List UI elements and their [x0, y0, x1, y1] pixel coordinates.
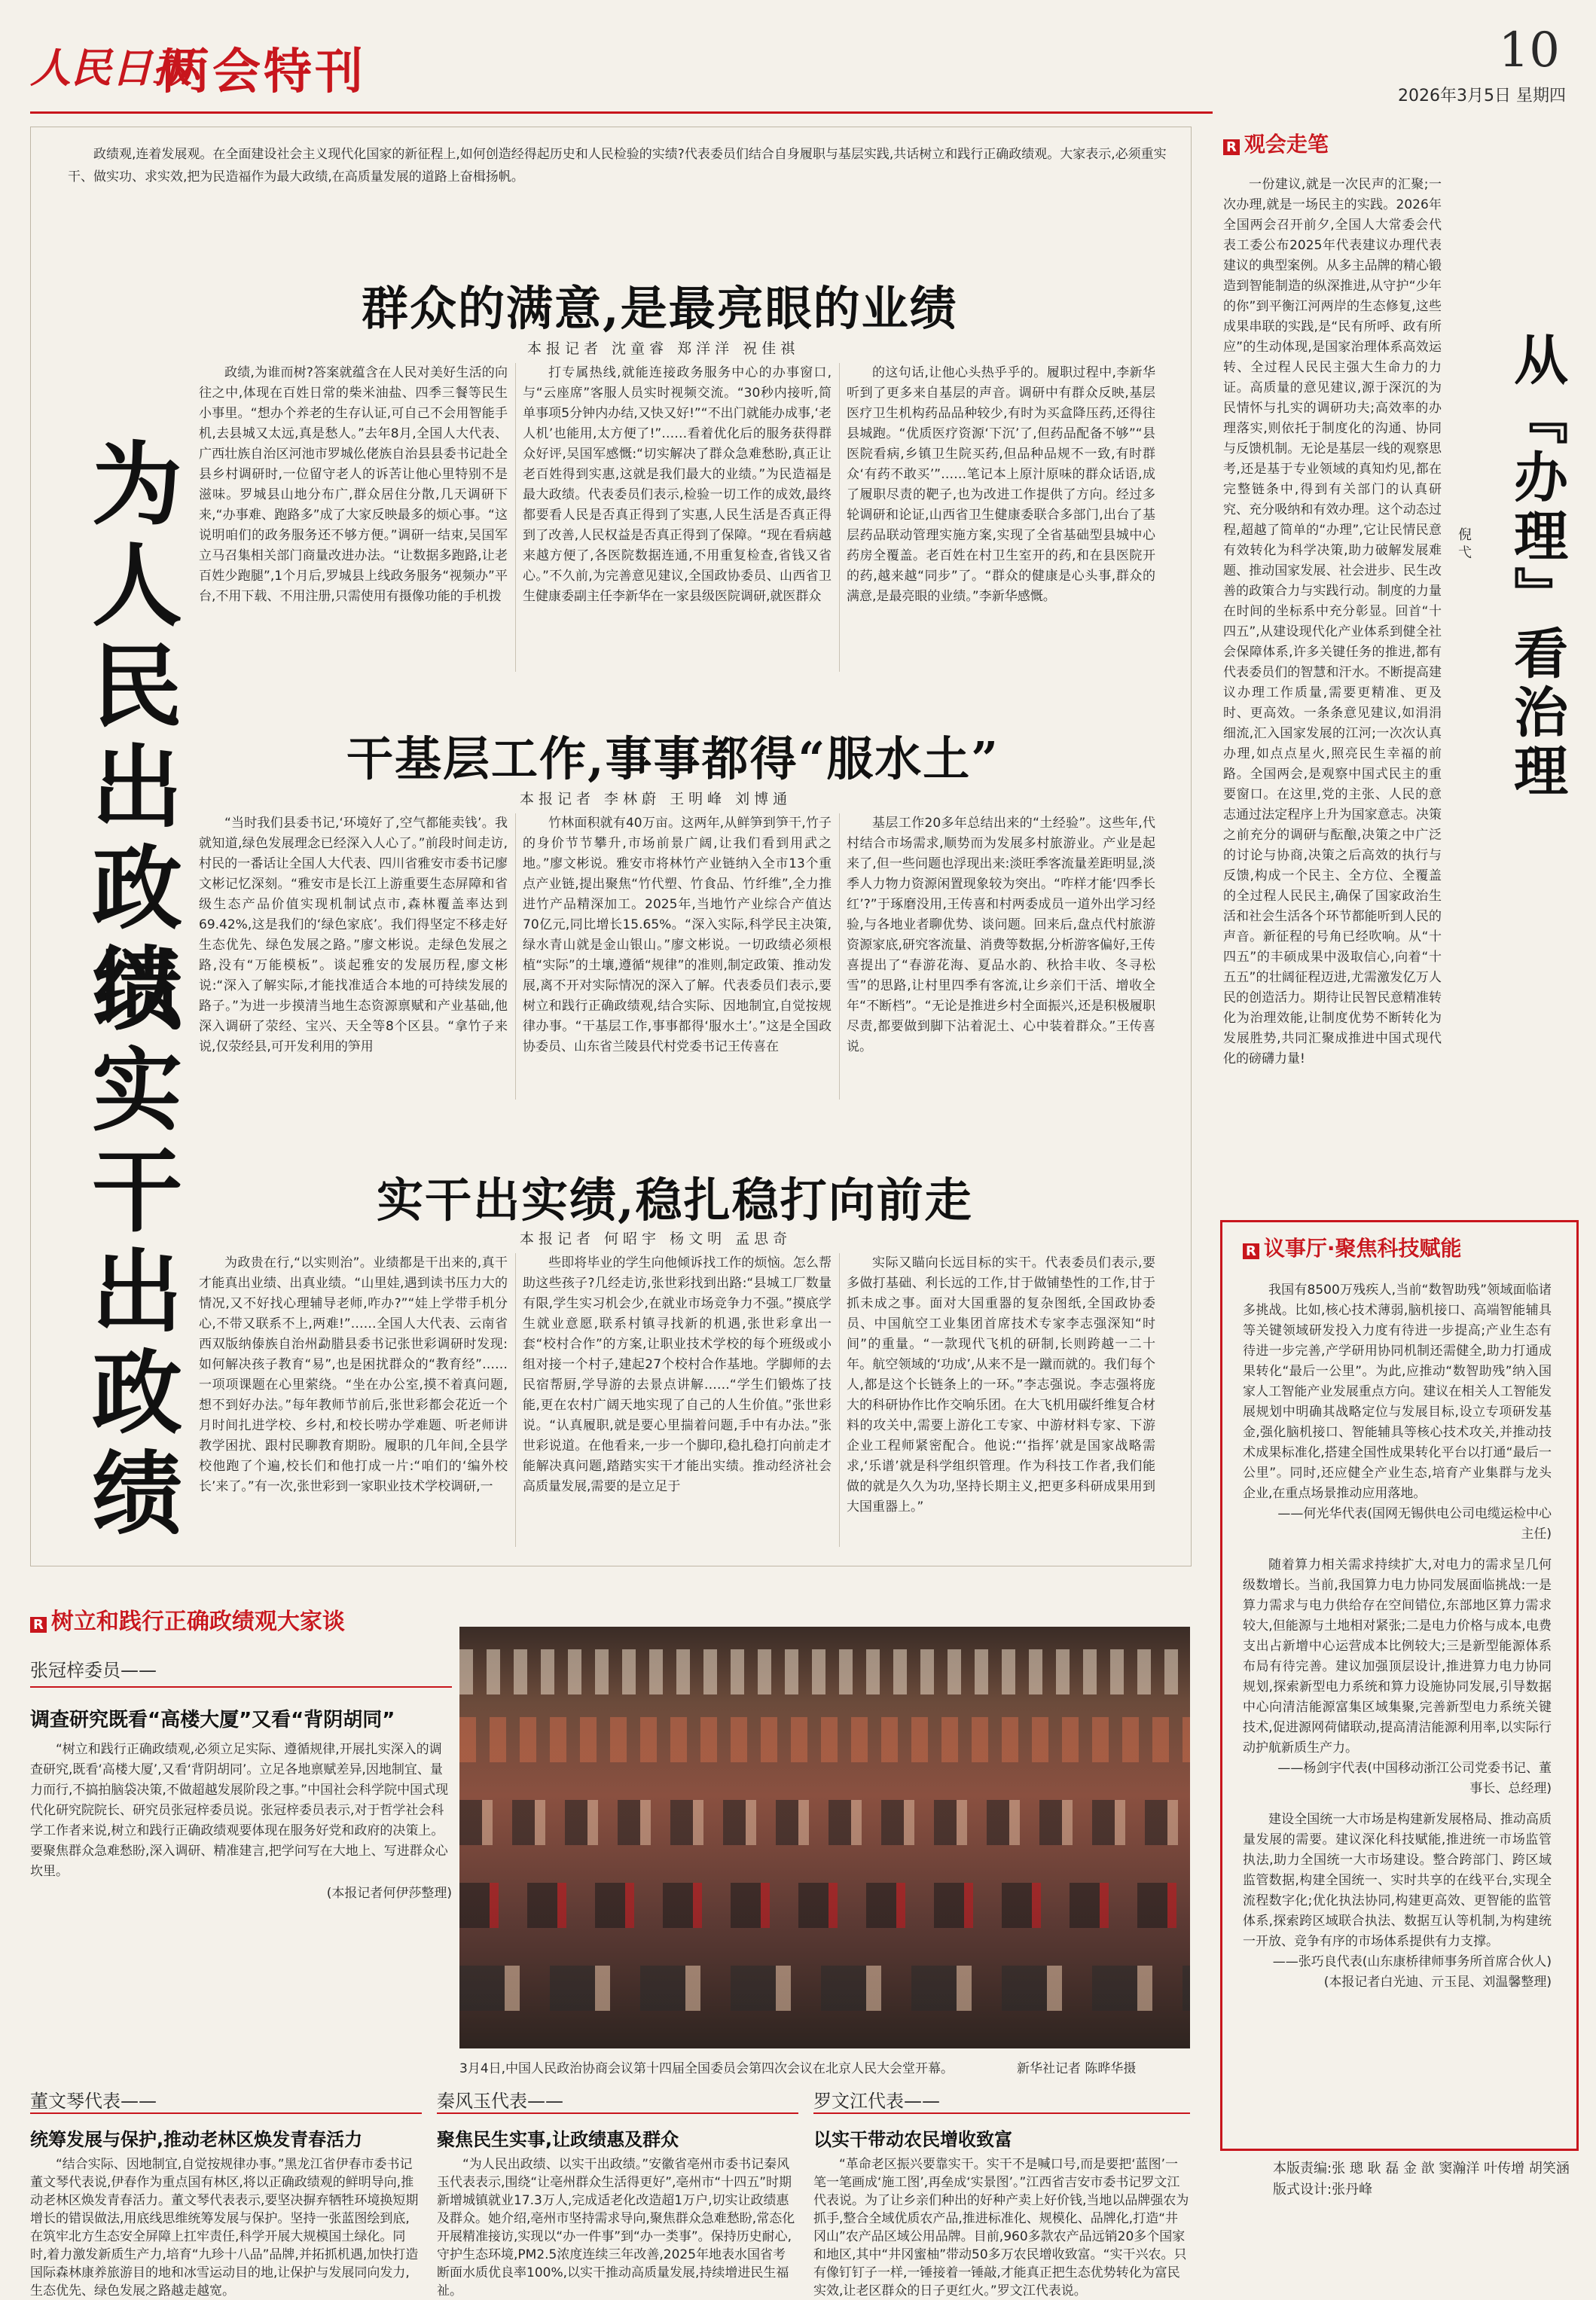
section-3-title: 实干出实绩,稳扎稳打向前走	[377, 1173, 973, 1228]
discussion-paragraph: 随着算力相关需求持续扩大,对电力的需求呈几何级数增长。当前,我国算力电力协同发展面临挑战:一是算力需求与电力供给存在空间错位,东部地区算力需求较大,但能源与土地相对紧张;二是电力价格与成本,电费支出占新增中心运营成本比例较大;三是新型能源体系布局有待完善。建议加强顶层设计,推进算力电力协同规划,探索新型电力系统和算力设施协同发展,引导数据中心向清洁能源富集区域集聚,完善新型电力系统关键技术,促进源网荷储联动,提高清洁能源利用率,以实际行动护航新质生产力。	[1243, 1557, 1552, 1756]
forum-credit: (本报记者何伊莎整理)	[326, 1886, 452, 1901]
column-text: “当时我们县委书记,‘环境好了,空气都能卖钱’。我就知道,绿色发展理念已经深入人心了。”前段时间走访,村民的一番话让全国人大代表、四川省雅安市委书记廖文彬记忆深刻。“雅安市是长江上游重要生态屏障和省级生态产品价值实现机制试点市,森林覆盖率达到69.42%,这是我们的‘绿色家底’。我们得坚定不移走好生态优先、绿色发展之路。”廖文彬说。走绿色发展之路,没有“万能模板”。谈起雅安的发展历程,廖文彬说:“深入了解实际,才能找准适合本地的可持续发展的路子。”为进一步摸清当地生态资源禀赋和产业基础,他深入调研了荥经、宝兴、天全等8个区县。“拿竹子来说,仅荥经县,可开发利用的笋用	[199, 816, 508, 1054]
forum-text: “为人民出政绩、以实干出政绩。”安徽省亳州市委书记秦风玉代表表示,围绕“让亳州群众生活得更好”,亳州市“十四五”时期新增城镇就业17.3万人,完成适老化改造超1万户,切实让政绩惠及群众。她介绍,亳州市坚持需求导向,聚焦群众急难愁盼,常态化开展精准接访,实现以“办一件事”到“办一类事”。保持历史耐心,守护生态环境,PM2.5浓度连续三年改善,2025年地表水国省考断面水质优良率100%,以实干推动高质量发展,持续增进民生福祉。	[437, 2157, 795, 2298]
newspaper-logo: 人民日报	[30, 44, 193, 92]
column-text: 些即将毕业的学生向他倾诉找工作的烦恼。怎么帮助这些孩子?几经走访,张世彩找到出路:“县城工厂数量有限,学生实习机会少,在就业市场竞争力不强。”摸底学生就业意愿,联系村镇寻找新的机遇,张世彩拿出一套“校村合作”的方案,让职业技术学校的每个班级或小组对接一个村子,建起27个校村合作基地。学脚师的去民宿帮厨,学导游的去景点讲解……“学生们锻炼了技能,更在农村广阔天地实现了自己的人生价值。”张世彩说。“认真履职,就是要心里揣着问题,手中有办法。”张世彩说道。在他看来,一步一个脚印,稳扎稳打向前走才能解决真问题,踏踏实实干才能出实绩。推动经济社会高质量发展,需要的是立足于	[523, 1255, 832, 1494]
editors-credit	[1273, 2158, 1574, 2201]
section-3-column-2	[523, 1253, 832, 1554]
column-divider	[839, 363, 840, 672]
section-1-column-1	[199, 363, 508, 679]
discussion-header	[1243, 1232, 1462, 1262]
forum-text: “结合实际、因地制宜,自觉按规律办事。”黑龙江省伊春市委书记董文琴代表说,伊春作为重点国有林区,将以正确政绩观的鲜明导向,推动老林区焕发青春活力。董文琴代表表示,要坚决摒弃牺牲环境换短期增长的错误做法,用底线思维统筹发展与保护。坚持一张蓝图绘到底,在筑牢北方生态安全屏障上扛牢责任,科学开展大规模国土绿化。同时,着力激发新质生产力,培育“九珍十八品”品牌,并拓抓机遇,加快打造国际森林康养旅游目的地和冰雪运动目的地,让保护与发展同向发力,生态优先、绿色发展之路越走越宽。	[30, 2157, 419, 2298]
section-3-byline: 本报记者 何昭宇 杨文明 孟思奇	[520, 1231, 792, 1247]
page-number: 10	[1498, 23, 1560, 78]
forum-headline: 调查研究既看“高楼大厦”又看“背阴胡同”	[30, 1709, 395, 1731]
forum-text: “树立和践行正确政绩观,必须立足实际、遵循规律,开展扎实深入的调查研究,既看‘高楼大厦’,又看‘背阴胡同’。立足各地禀赋差异,因地制宜、量力而行,不搞拍脑袋决策,不做超越发展阶段之事。”中国社会科学院中国式现代化研究院院长、研究员张冠梓委员说。张冠梓委员表示,对于哲学社会科学工作者来说,树立和践行正确政绩观要体现在服务好党和政府的决策上。要聚焦群众急难愁盼,深入调研、精准建言,把学问写在大地上、写进群众心坎里。	[30, 1742, 449, 1879]
designer-name: 张丹峰	[1332, 2182, 1373, 2198]
column-text: 为政贵在行,“以实则治”。业绩都是干出来的,真干才能真出业绩、出真业绩。“山里娃,遇到读书压力大的情况,又不好找心理辅导老师,咋办?”“娃上学带手机分心,不带又联系不上,两难!”……全国人大代表、云南省西双版纳傣族自治州勐腊县委书记张世彩调研时发现:如何解决孩子教育“易”,也是困扰群众的“教育经”……一项项课题在心里萦绕。“坐在办公室,摸不着真问题,想不到好办法。”每年教师节前后,张世彩都会花近一个月时间扎进学校、乡村,和校长唠办学难题、听老师讲教学困扰、跟村民聊教育期盼。履职的几年间,全县学校他跑了个遍,校长们和他打成一片:“咱们的‘编外校长’来了。”有一次,张世彩到一家职业技术学校调研,一	[199, 1255, 508, 1494]
discussion-signature: ——杨剑宇代表(中国移动浙江公司党委书记、董事长、总经理)	[1277, 1761, 1552, 1796]
discussion-header-text: 议事厅·聚焦科技赋能	[1263, 1236, 1462, 1261]
commentary-header	[1223, 128, 1329, 158]
section-2-column-1	[199, 813, 508, 1107]
forum-headline: 以实干带动农民增收致富	[813, 2129, 1012, 2150]
headline-line2: 以实干出政绩	[77, 941, 183, 1547]
column-text: 基层工作20多年总结出来的“土经验”。这些年,代村结合市场需求,顺势而为发展多村旅游业。产业是起来了,但一些问题也浮现出来:淡旺季客流量差距明显,淡季人力物力资源闲置现象较为突出。“咋样才能‘四季长红’?”于琢磨没用,王传喜和村两委成员一道外出学习经验,与各地业者聊优势、谈问题。回来后,盘点代村旅游资源家底,研究客流量、消费等数据,分析游客偏好,王传喜提出了“春游花海、夏品水韵、秋拾丰收、冬寻松雪”的思路,让村里四季有客流,让乡亲们干活、增收全年“不断档”。“无论是推进乡村全面振兴,还是积极履职尽责,都要做到脚下沾着泥土、心中装着群众。”王传喜说。	[847, 816, 1155, 1054]
section-1-title: 群众的满意,是最亮眼的业绩	[362, 281, 958, 336]
discussion-body	[1243, 1280, 1552, 2131]
commentary-body	[1223, 175, 1442, 1191]
forum-item-4	[813, 2086, 1190, 2298]
column-divider	[839, 1253, 840, 1547]
masthead-rule	[30, 111, 1213, 114]
section-2-title: 干基层工作,事事都得“服水土”	[346, 731, 999, 786]
section-2-column-3	[847, 813, 1155, 1107]
column-text: 竹林面积就有40万亩。这两年,从鲜笋到笋干,竹子的身价节节攀升,市场前景广阔,让我们看到用武之地。”廖文彬说。雅安市将林竹产业链纳入全市13个重点产业链,提出聚焦“竹代塑、竹食品、竹纤维”,全力推进竹产品精深加工。2025年,当地竹产业综合产值达70亿元,同比增长15.65%。“深入实际,科学民主决策,绿水青山就是金山银山。”廖文彬说。一切政绩必须根植“实际”的土壤,遵循“规律”的准则,制定政策、推动发展,离不开对实际情况的深入了解。代表委员们表示,要树立和践行正确政绩观,结合实际、因地制宜,自觉按规律办事。“干基层工作,事事都得‘服水土’。”这是全国政协委员、山东省兰陵县代村党委书记王传喜在	[523, 816, 832, 1054]
forum-person: 秦风玉代表——	[437, 2086, 798, 2114]
section-2-column-2	[523, 813, 832, 1107]
special-edition-title: 两会特刊	[161, 44, 366, 100]
column-divider	[515, 813, 516, 1100]
forum-headline: 聚焦民生实事,让政绩惠及群众	[437, 2129, 679, 2150]
conference-photo	[459, 1627, 1190, 2048]
commentary-title: 从『办理』看治理	[1505, 331, 1569, 801]
design-label: 版式设计:	[1273, 2182, 1332, 2198]
discussion-signature: ——张巧良代表(山东康桥律师事务所首席合伙人)	[1272, 1954, 1552, 1969]
column-text: 的这句话,让他心头热乎乎的。履职过程中,李新华听到了更多来自基层的声音。调研中有群众反映,基层医疗卫生机构药品品种较少,有时为买盒降压药,还得往县城跑。“优质医疗资源‘下沉’了,但药品配备不够”“县医院看病,乡镇卫生院买药,但品种品规不一致,有时群众‘有药不敢买’”……笔记本上原汁原味的群众话语,成了履职尽责的靶子,也为改进工作提供了方向。经过多轮调研和论证,山西省卫生健康委联合多部门,出台了基层药品联动管理实施方案,实现了全省基础型县城中心药房全覆盖。老百姓在村卫生室开的药,和在县医院开的药,越来越“同步”了。“群众的健康是心头事,群众的满意,是最亮眼的业绩。”李新华感慨。	[847, 365, 1155, 604]
commentary-header-text: 观会走笔	[1244, 132, 1329, 157]
commentary-author: 倪 弋	[1456, 527, 1472, 559]
section-2-byline: 本报记者 李林蔚 王明峰 刘博通	[520, 791, 792, 807]
issue-date: 2026年3月5日 星期四	[1398, 87, 1566, 105]
section-1-column-3	[847, 363, 1155, 679]
forum-person: 张冠梓委员——	[30, 1655, 452, 1688]
discussion-credit: (本报记者白光迪、亓玉昆、刘温馨整理)	[1323, 1975, 1552, 1990]
commentary-text: 一份建议,就是一次民声的汇聚;一次办理,就是一场民主的实践。2026年全国两会召开前夕,全国人大常委会代表工委公布2025年代表建议办理代表建议的典型案例。从多主品牌的精心锻造到智能制造的纵深推进,从守护“少年的你”到平衡江河两岸的生态修复,这些成果串联的实践,是“民有所呼、政有所应”的生动体现,是国家治理体系高效运转、全过程人民民主强大生命力的力证。高质量的意见建议,源于深沉的为民情怀与扎实的调研功夫;高效率的办理落实,则依托于制度化的沟通、协同与反馈机制。无论是基层一线的观察思考,还是基于专业领域的真知灼见,都在完整链条中,得到有关部门的认真研究、充分吸纳和有效办理。这个动态过程,超越了简单的“办理”,它让民情民意有效转化为科学决策,助力破解发展难题、推动国家发展、社会进步、民生改善的政策合力与实践行动。制度的力量在时间的坐标系中充分彰显。回首“十四五”,从建设现代化产业体系到健全社会保障体系,许多关键任务的推进,都有代表委员们的智慧和汗水。不断提高建议办理工作质量,需要更精准、更及时、更高效。一条条意见建议,如涓涓细流,汇入国家发展的江河;一次次认真办理,如点点星火,照亮民生幸福的前路。全国两会,是观察中国式民主的重要窗口。在这里,党的主张、人民的意志通过法定程序上升为国家意志。决策之前充分的调研与酝酿,决策之中广泛的讨论与协商,决策之后高效的执行与反馈,构成一个民主、全方位、全覆盖的全过程人民民主,确保了国家政治生活和社会生活各个环节都能听到人民的声音。新征程的号角已经吹响。从“十四五”的丰硕成果中汲取信心,向着“十五五”的壮阔征程迈进,尤需激发亿万人民的创造活力。期待让民智民意精准转化为治理效能,让制度优势不断转化为发展胜势,共同汇聚成推进中国式现代化的磅礴力量!	[1223, 177, 1442, 1066]
forum-tag-icon: R	[30, 1617, 47, 1633]
lead-paragraph: 政绩观,连着发展观。在全面建设社会主义现代化国家的新征程上,如何创造经得起历史和人民检验的实绩?代表委员们结合自身履职与基层实践,共话树立和践行正确政绩观。大家表示,必须重实干、做实功、求实效,把为民造福作为最大政绩,在高质量发展的道路上奋楫扬帆。	[68, 147, 1167, 185]
section-1-byline: 本报记者 沈童睿 郑洋洋 祝佳祺	[527, 340, 800, 357]
column-text: 打专属热线,就能连接政务服务中心的办事窗口,与“云座席”客服人员实时视频交流。“30秒内接听,简单事项5分钟内办结,又快又好!”“不出门就能办成事,‘老人机’也能用,太方便了!”……看着优化后的服务获得群众好评,吴国军感慨:“切实解决了群众急难愁盼,真正让老百姓得到实惠,这就是我们最大的业绩。”为民造福是最大政绩。代表委员们表示,检验一切工作的成效,最终都要看人民是否真正得到了实惠,人民生活是否真正得到了改善,人民权益是否真正得到了保障。“现在看病越来越方便了,各医院数据连通,不用重复检查,省钱又省心。”不久前,为完善意见建议,全国政协委员、山西省卫生健康委副主任李新华在一家县级医院调研,就医群众	[523, 365, 832, 604]
forum-person: 董文琴代表——	[30, 2086, 422, 2114]
photo-caption: 3月4日,中国人民政治协商会议第十四届全国委员会第四次会议在北京人民大会堂开幕。	[459, 2061, 954, 2076]
section-1-column-2	[523, 363, 832, 679]
column-divider	[839, 813, 840, 1100]
column-divider	[515, 1253, 516, 1547]
section-3-column-3	[847, 1253, 1155, 1554]
editors-label: 本版责编:	[1273, 2161, 1332, 2176]
discussion-signature: ——何光华代表(国网无锡供电公司电缆运检中心主任)	[1277, 1506, 1552, 1542]
forum-header-text: 树立和践行正确政绩观大家谈	[50, 1609, 345, 1635]
column-divider	[515, 363, 516, 672]
discussion-paragraph: 建设全国统一大市场是构建新发展格局、推动高质量发展的需要。建议深化科技赋能,推进统一市场监管执法,助力全国统一大市场建设。整合跨部门、跨区域监管数据,构建全国统一、实时共享的在线平台,实现全流程数字化;优化执法协同,构建更高效、更智能的监管体系,探索跨区域联合执法、数据互认等机制,为构建统一开放、竞争有序的市场体系提供有力支撑。	[1243, 1812, 1552, 1949]
section-3-column-1	[199, 1253, 508, 1554]
forum-headline: 统筹发展与保护,推动老林区焕发青春活力	[30, 2129, 363, 2150]
forum-person: 罗文江代表——	[813, 2086, 1190, 2114]
editors-names: 张 璁 耿 磊 金 歆 窦瀚洋 叶传增 胡笑涵	[1332, 2161, 1570, 2176]
commentary-tag-icon: R	[1223, 139, 1240, 155]
forum-header	[30, 1603, 345, 1636]
headline-line1: 为人民出政绩	[77, 437, 183, 1042]
forum-text: “革命老区振兴要靠实干。实干不是喊口号,而是要把‘蓝图’一笔一笔画成‘施工图’,再垒成‘实景图’。”江西省吉安市委书记罗文江代表说。为了让乡亲们种出的好种产卖上好价钱,当地以品牌强农为抓手,整合全域优质农产品,推进标准化、规模化、品牌化,打造“井冈山”农产品区域公用品牌。目前,960多款农产品远销20多个国家和地区,其中“井冈蜜柚”带动50多万农民增收致富。“实干兴农。只有像钉钉子一样,一锤接着一锤敲,才能真正把生态优势转化为富民实效,让老区群众的日子更红火。”罗文江代表说。	[813, 2157, 1189, 2298]
column-text: 实际又瞄向长远目标的实干。代表委员们表示,要多做打基础、利长远的工作,甘于做铺垫性的工作,甘于抓未成之事。面对大国重器的复杂图纸,全国政协委员、中国航空工业集团首席技术专家李志强深知“时间”的重量。“一款现代飞机的研制,长则跨越一二十年。航空领域的‘功成’,从来不是一蹴而就的。我们每个人,都是这个长链条上的一环。”李志强说。李志强将庞大的科研协作比作交响乐团。在大飞机用碳纤维复合材料的攻关中,需要上游化工专家、中游材料专家、下游企业工程师紧密配合。他说:“‘指挥’就是国家战略需求,‘乐谱’就是科学组织管理。作为科技工作者,我们能做的就是久久为功,坚持长期主义,把更多科研成果用到大国重器上。”	[847, 1255, 1155, 1515]
photo-credit: 新华社记者 陈晔华摄	[1017, 2061, 1137, 2076]
forum-item-3	[437, 2086, 798, 2298]
discussion-tag-icon: R	[1243, 1243, 1259, 1259]
forum-item-2	[30, 2086, 422, 2298]
column-text: 政绩,为谁而树?答案就蕴含在人民对美好生活的向往之中,体现在百姓日常的柴米油盐、四季三餐等民生小事里。“想办个养老的生存认证,可自己不会用智能手机,去县城又太远,真是愁人。”去年8月,全国人大代表、广西壮族自治区河池市罗城仫佬族自治县县委书记赴全县乡村调研时,一位留守老人的诉苦让他心里特别不是滋味。罗城县山地分布广,群众居住分散,几天调研下来,“办事难、跑路多”成了大家反映最多的烦心事。“这说明咱们的政务服务还不够方便。”调研一结束,吴国军立马召集相关部门商量改进办法。“让数据多跑路,让老百姓少跑腿”,1个月后,罗城县上线政务服务“视频办”平台,不用下载、不用注册,只需使用有摄像功能的手机拨	[199, 365, 508, 604]
discussion-paragraph: 我国有8500万残疾人,当前“数智助残”领域面临诸多挑战。比如,核心技术薄弱,脑机接口、高端智能辅具等关键领域研发投入力度有待进一步提高;产业生态有待进一步完善,产学研用协同机制还需健全,助力打通成果转化“最后一公里”。为此,应推动“数智助残”纳入国家人工智能产业发展重点方向。建议在相关人工智能发展规划中明确其战略定位与发展目标,设立专项研发基金,强化脑机接口、智能辅具等核心技术攻关,并推动技术成果标准化,搭建全国性成果转化平台以打通“最后一公里”。同时,还应健全产业生态,培育产业集群与龙头企业,在重点场景推动应用落地。	[1243, 1283, 1552, 1501]
